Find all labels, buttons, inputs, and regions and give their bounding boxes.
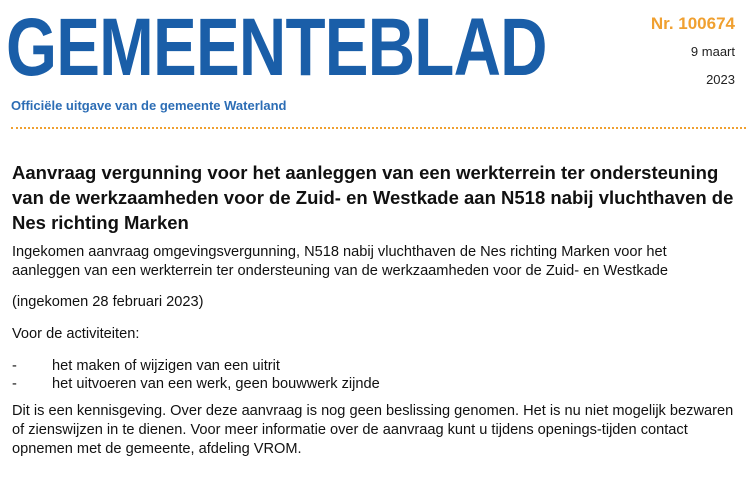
list-bullet: - [12,376,17,392]
masthead-title: GEMEENTEBLAD [6,2,547,93]
activities-label: Voor de activiteiten: [12,326,140,342]
article [12,160,737,459]
masthead-subtitle: Officiële uitgave van de gemeente Waterland [11,98,287,113]
received-date: (ingekomen 28 februari 2023) [12,294,204,310]
activities-list [12,357,737,393]
issue-year: 2023 [706,72,735,87]
list-item-text: het uitvoeren van een werk, geen bouwwerk zijnde [52,376,380,392]
issue-number: Nr. 100674 [650,14,735,33]
page-header [0,0,746,130]
list-item [12,375,737,393]
article-intro: Ingekomen aanvraag omgevingsvergunning, N518 nabij vluchthaven de Nes richting Marken voor het aanleggen van een werkterrein ter ondersteuning van de werkzaamheden voor de Zuid- en Westkade [12,244,669,279]
header-divider [11,127,746,129]
article-title: Aanvraag vergunning voor het aanleggen van een werkterrein ter ondersteuning van de werkzaamheden voor de Zuid- en Westkade aan N518 nabij vluchthaven de Nes richting Marken [12,162,734,233]
list-item-text: het maken of wijzigen van een uitrit [52,358,280,374]
issue-date: 9 maart [690,44,735,59]
notice-text: Dit is een kennisgeving. Over deze aanvraag is nog geen beslissing genomen. Het is nu niet mogelijk bezwaren of zienswijzen in te dienen. Voor meer informatie over de aanvraag kunt u tijdens openings-tijden contact opnemen met de gemeente, afdeling VROM. [12,403,734,457]
list-item [12,357,737,375]
list-bullet: - [12,358,17,374]
